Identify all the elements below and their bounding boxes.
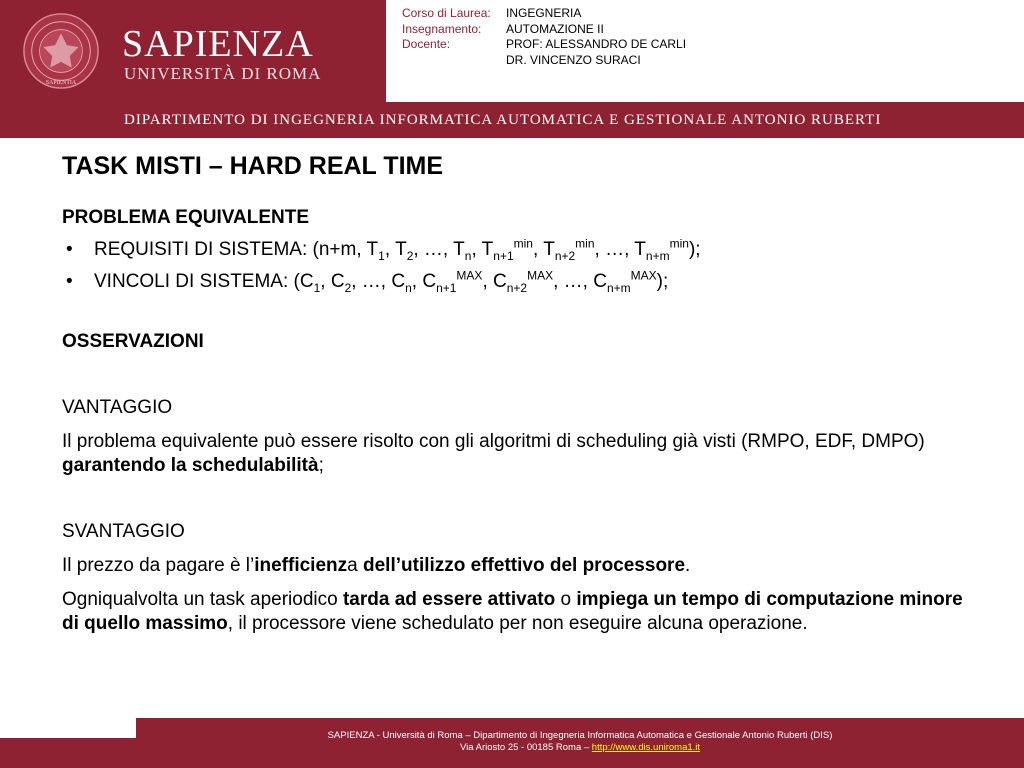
disadvantage-label: SVANTAGGIO [62,521,185,542]
subject-label: Insegnamento: [402,21,482,36]
teacher-row-2 [402,53,686,69]
bullet-dot: • [66,239,73,260]
sapienza-seal-icon [22,11,100,91]
subject-row [402,22,686,38]
university-logo [0,0,386,102]
department-website-link[interactable]: http://www.dis.uniroma1.it [591,742,701,753]
footer-text [136,730,1024,754]
teacher-label: Docente: [402,37,451,51]
department-name: DIPARTIMENTO DI INGEGNERIA INFORMATICA AUTOMATICA E GESTIONALE ANTONIO RUBERTI [124,112,882,128]
header [0,0,1024,102]
section-title-observations: OSSERVAZIONI [62,331,204,352]
slide-content [62,206,972,636]
constraints-text: VINCOLI DI SISTEMA: ($C_1$, $C_2$, …, $C_n$, $C_{n+1}^{MAX}$, $C_{n+2}^{MAX}$, …, $C_{n+m}^{MAX}$); [94,268,669,295]
teacher-value-1: PROF: ALESSANDRO DE CARLI [506,37,687,51]
teacher-label-spacer [402,53,506,69]
section-title-equivalent-problem: PROBLEMA EQUIVALENTE [62,207,310,228]
teacher-row [402,37,686,53]
slide-title: TASK MISTI – HARD REAL TIME [62,152,444,180]
department-band [0,102,1024,138]
footer-left-accent [0,738,136,768]
footer [136,718,1024,768]
bullet-requirements [62,238,972,262]
footer-line-2: Via Ariosto 25 - 00185 Roma – http://www.dis.uniroma1.it [459,742,701,753]
course-label: Corso di Laurea: [402,6,491,20]
university-subtitle: UNIVERSITÀ DI ROMA [124,64,322,83]
university-name: SAPIENZA [122,23,314,65]
course-value: INGEGNERIA [506,6,582,20]
requirements-text: REQUISITI DI SISTEMA: (n+m, $T_1$, $T_2$, …, $T_n$, $T_{n+1}^{min}$, $T_{n+2}^{min}$, …, $T_{n+m}^{min}$); [94,236,701,263]
disadvantage-text-2: Ogniqualvolta un task aperiodico tarda ad essere attivato o impiega un tempo di computazione minore di quello massimo, il processore viene schedulato per non eseguire alcuna operazione. [62,589,963,634]
subject-value: AUTOMAZIONE II [506,21,604,36]
svg-text:SAPIENTIA: SAPIENTIA [45,80,77,87]
advantage-text: Il problema equivalente può essere risolto con gli algoritmi di scheduling già visti (RMPO, EDF, DMPO) garantendo la schedulabilità; [62,431,925,476]
footer-line-1: SAPIENZA - Università di Roma – Dipartimento di Ingegneria Informatica Automatica e Gestionale Antonio Ruberti (DIS) [327,730,833,741]
teacher-value-2: DR. VINCENZO SURACI [506,52,641,67]
course-row [402,6,686,22]
bullet-constraints [62,270,972,294]
course-info [402,6,686,68]
advantage-label: VANTAGGIO [62,397,173,418]
disadvantage-text-1: Il prezzo da pagare è l’inefficienza dell’utilizzo effettivo del processore. [62,555,691,576]
bullet-dot: • [66,271,73,292]
